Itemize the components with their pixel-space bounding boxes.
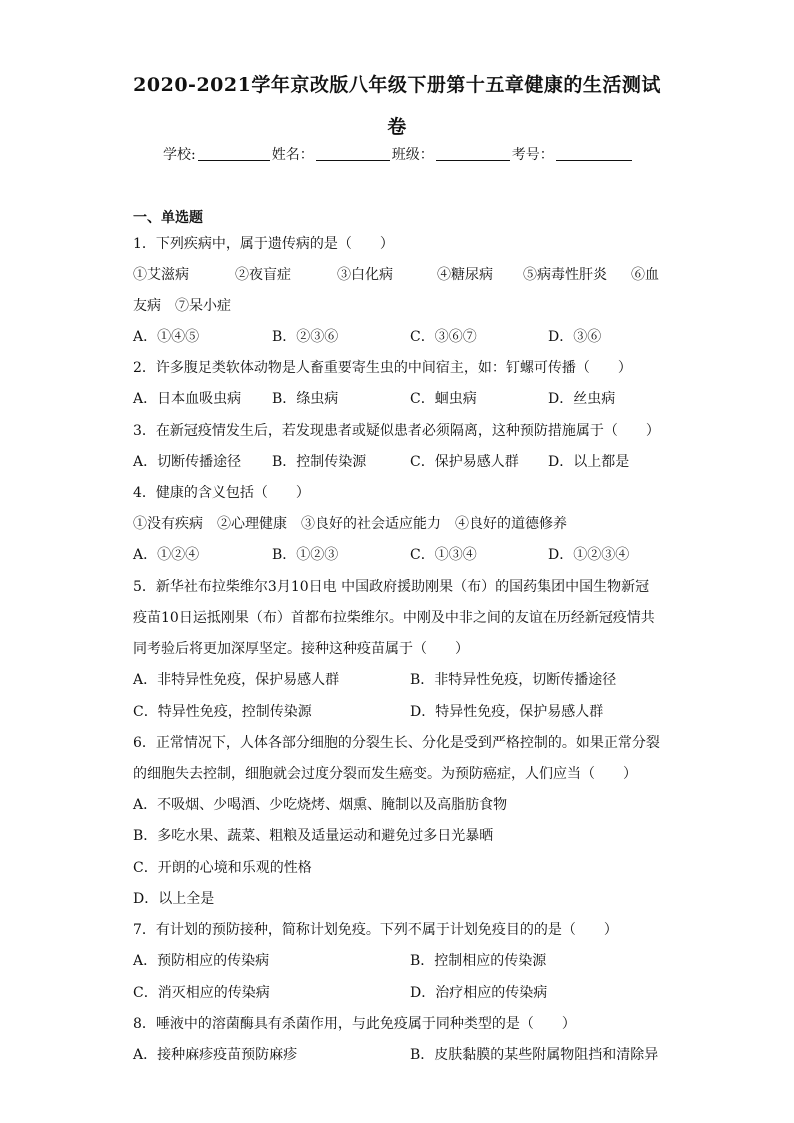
q6-option-a[interactable]: A．不吸烟、少喝酒、少吃烧烤、烟熏、腌制以及高脂肪食物 [133,797,508,813]
q4-option-c[interactable]: C．①③④ [410,547,477,563]
class-label: 班级： [391,147,434,163]
q5-option-c[interactable]: C．特异性免疫，控制传染源 [133,704,312,720]
page-title-line1: 2020-2021学年京改版八年级下册第十五章健康的生活测试 [133,74,661,96]
name-blank [316,145,390,161]
q7-option-d[interactable]: D．治疗相应的传染病 [410,985,548,1001]
section-title: 一、单选题 [133,210,203,226]
question-5-stem-line1: 5．新华社布拉柴维尔3月10日电 中国政府援助刚果（布）的国药集团中国生物新冠 [133,579,650,595]
q3-option-a[interactable]: A．切断传播途径 [133,454,242,470]
q4-option-d[interactable]: D．①②③④ [548,547,630,563]
school-label: 学校: [163,147,196,163]
question-4-stem: 4．健康的含义包括（ ） [133,485,310,501]
q2-option-c[interactable]: C．蛔虫病 [410,391,477,407]
q1-item: ⑤病毒性肝炎 [523,267,607,283]
exam-no-blank [556,145,632,161]
q5-option-d[interactable]: D．特异性免疫，保护易感人群 [410,704,604,720]
q5-option-a[interactable]: A．非特异性免疫，保护易感人群 [133,672,340,688]
q1-option-b[interactable]: B．②③⑥ [272,329,339,345]
q8-option-b[interactable]: B．皮肤黏膜的某些附属物阻挡和清除异 [410,1047,659,1063]
question-5-stem-line3: 同考验后将更加深厚坚定。接种这种疫苗属于（ ） [133,641,469,657]
q6-option-d[interactable]: D．以上全是 [133,891,215,907]
q1-item: ③白化病 [337,267,393,283]
question-2-stem: 2．许多腹足类软体动物是人畜重要寄生虫的中间宿主，如：钉螺可传播（ ） [133,360,632,376]
q1-option-a[interactable]: A．①④⑤ [133,329,200,345]
name-label: 姓名： [271,147,314,163]
q4-option-a[interactable]: A．①②④ [133,547,200,563]
question-1-stem: 1．下列疾病中，属于遗传病的是（ ） [133,236,394,252]
q1-option-d[interactable]: D．③⑥ [548,329,602,345]
page-title-line2: 卷 [387,116,407,138]
q8-option-a[interactable]: A．接种麻疹疫苗预防麻疹 [133,1047,298,1063]
q4-items: ①没有疾病 ②心理健康 ③良好的社会适应能力 ④良好的道德修养 [133,516,567,532]
q2-option-d[interactable]: D．丝虫病 [548,391,616,407]
question-6-stem-line1: 6．正常情况下，人体各部分细胞的分裂生长、分化是受到严格控制的。如果正常分裂 [133,735,660,751]
q2-option-b[interactable]: B．绦虫病 [272,391,339,407]
question-8-stem: 8．唾液中的溶菌酶具有杀菌作用，与此免疫属于同种类型的是（ ） [133,1016,576,1032]
q7-option-a[interactable]: A．预防相应的传染病 [133,953,270,969]
q1-item: ②夜盲症 [235,267,291,283]
q3-option-c[interactable]: C．保护易感人群 [410,454,519,470]
school-blank [198,145,270,161]
q6-option-c[interactable]: C．开朗的心境和乐观的性格 [133,860,312,876]
q1-item: ⑥血 [631,267,659,283]
q7-option-b[interactable]: B．控制相应的传染源 [410,953,547,969]
question-7-stem: 7．有计划的预防接种，简称计划免疫。下列不属于计划免疫目的的是（ ） [133,922,618,938]
question-6-stem-line2: 的细胞失去控制，细胞就会过度分裂而发生癌变。为预防癌症，人们应当（ ） [133,766,637,782]
q2-option-a[interactable]: A．日本血吸虫病 [133,391,242,407]
q7-option-c[interactable]: C．消灭相应的传染病 [133,985,270,1001]
question-5-stem-line2: 疫苗10日运抵刚果（布）首都布拉柴维尔。中刚及中非之间的友谊在历经新冠疫情共 [133,610,655,626]
q1-option-c[interactable]: C．③⑥⑦ [410,329,477,345]
q4-option-b[interactable]: B．①②③ [272,547,339,563]
student-info-row [163,144,634,164]
exam-no-label: 考号： [511,147,554,163]
q6-option-b[interactable]: B．多吃水果、蔬菜、粗粮及适量运动和避免过多日光暴晒 [133,828,494,844]
q1-item: ①艾滋病 [133,267,189,283]
q3-option-b[interactable]: B．控制传染源 [272,454,367,470]
class-blank [436,145,510,161]
q1-item: ④糖尿病 [437,267,493,283]
question-3-stem: 3．在新冠疫情发生后，若发现患者或疑似患者必须隔离，这种预防措施属于（ ） [133,423,660,439]
q5-option-b[interactable]: B．非特异性免疫，切断传播途径 [410,672,617,688]
q3-option-d[interactable]: D．以上都是 [548,454,630,470]
q1-item-line2: 友病 ⑦呆小症 [133,298,231,314]
